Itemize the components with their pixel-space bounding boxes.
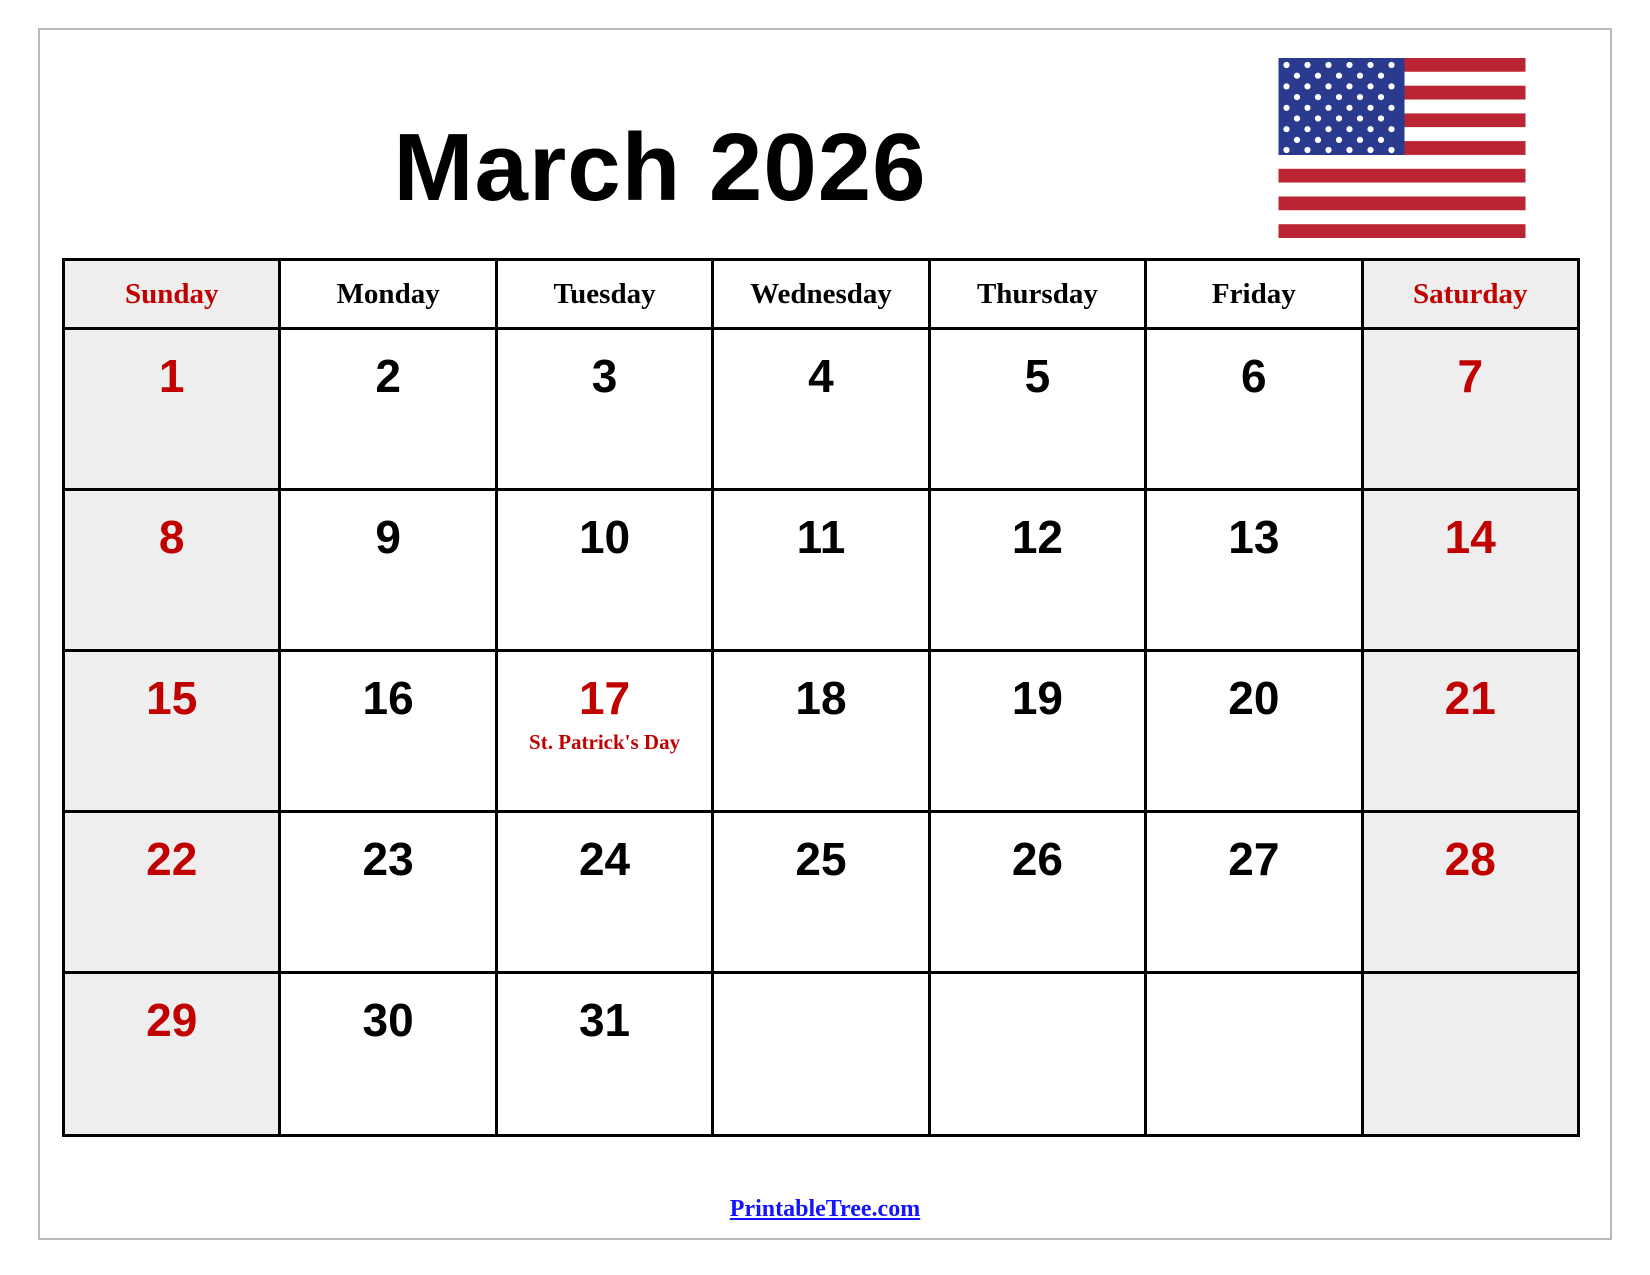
day-number: 8: [158, 511, 185, 563]
day-number: [714, 974, 927, 994]
calendar-week-row: [64, 812, 1579, 973]
day-number: 19: [1011, 672, 1063, 724]
day-cell[interactable]: [280, 812, 496, 973]
calendar-week-row: [64, 329, 1579, 490]
weekday-header-wednesday: Wednesday: [713, 260, 929, 329]
day-number: 21: [1444, 672, 1496, 724]
day-number: [1364, 974, 1577, 994]
calendar-week-row: [64, 490, 1579, 651]
day-cell[interactable]: [64, 651, 280, 812]
day-cell[interactable]: [1146, 812, 1362, 973]
calendar-grid: [62, 258, 1580, 1137]
page-title: March 2026: [393, 114, 927, 221]
calendar-week-row: [64, 973, 1579, 1136]
day-number: 1: [158, 350, 185, 402]
day-number: 14: [1444, 511, 1496, 563]
day-cell[interactable]: [496, 329, 712, 490]
weekday-header-sunday: Sunday: [64, 260, 280, 329]
day-number: 3: [591, 350, 618, 402]
day-number: 6: [1241, 350, 1267, 402]
day-number: 26: [1011, 833, 1063, 885]
footer: [0, 1196, 1650, 1223]
day-cell[interactable]: [713, 651, 929, 812]
day-cell[interactable]: [280, 490, 496, 651]
day-cell-empty[interactable]: [713, 973, 929, 1136]
footer-website-link[interactable]: PrintableTree.com: [729, 1196, 921, 1222]
day-number: 16: [362, 672, 414, 724]
day-number: 20: [1228, 672, 1280, 724]
day-number: [1147, 974, 1360, 994]
day-cell[interactable]: [1146, 651, 1362, 812]
day-cell[interactable]: [929, 651, 1145, 812]
day-number: 5: [1024, 350, 1051, 402]
day-number: 11: [796, 511, 846, 563]
weekday-header-row: [64, 260, 1579, 329]
day-cell[interactable]: [713, 812, 929, 973]
day-cell[interactable]: [64, 973, 280, 1136]
day-number: 10: [578, 511, 631, 563]
day-number: 12: [1011, 511, 1063, 563]
day-number: 13: [1228, 511, 1280, 563]
day-cell[interactable]: [280, 973, 496, 1136]
day-number: 22: [146, 833, 198, 885]
day-cell-empty[interactable]: [929, 973, 1145, 1136]
day-cell[interactable]: [1146, 490, 1362, 651]
day-cell-empty[interactable]: [1146, 973, 1362, 1136]
day-cell[interactable]: [64, 490, 280, 651]
day-number: 15: [146, 672, 198, 724]
day-cell[interactable]: [496, 490, 712, 651]
day-cell[interactable]: [713, 329, 929, 490]
day-number: 30: [362, 994, 414, 1046]
day-cell[interactable]: [1362, 812, 1578, 973]
day-number: 23: [362, 833, 414, 885]
day-cell[interactable]: [64, 329, 280, 490]
day-cell[interactable]: [1362, 490, 1578, 651]
day-number: 28: [1444, 833, 1496, 885]
weekday-header-thursday: Thursday: [929, 260, 1145, 329]
day-number: 29: [146, 994, 198, 1046]
day-cell[interactable]: [1146, 329, 1362, 490]
day-cell[interactable]: [496, 973, 712, 1136]
weekday-header-tuesday: Tuesday: [496, 260, 712, 329]
day-number: 17: [578, 672, 631, 724]
day-cell[interactable]: [929, 812, 1145, 973]
day-cell[interactable]: [713, 490, 929, 651]
calendar-header: [40, 40, 1610, 240]
day-number: 2: [375, 350, 401, 402]
day-cell[interactable]: [929, 490, 1145, 651]
day-cell[interactable]: [64, 812, 280, 973]
day-cell[interactable]: [1362, 651, 1578, 812]
weekday-header-monday: Monday: [280, 260, 496, 329]
day-number: 24: [578, 833, 631, 885]
day-number: 7: [1457, 350, 1484, 402]
day-cell[interactable]: [280, 651, 496, 812]
weekday-header-friday: Friday: [1146, 260, 1362, 329]
day-number: 9: [375, 511, 401, 563]
day-number: [931, 974, 1144, 994]
event-label: St. Patrick's Day: [529, 730, 681, 754]
day-cell[interactable]: [929, 329, 1145, 490]
calendar-week-row: [64, 651, 1579, 812]
day-cell-holiday[interactable]: [496, 651, 712, 812]
us-flag-icon: [1278, 58, 1526, 238]
day-cell[interactable]: [496, 812, 712, 973]
day-number: 25: [795, 833, 847, 885]
day-number: 18: [795, 672, 847, 724]
day-number: 4: [808, 350, 834, 402]
day-number: 27: [1228, 833, 1280, 885]
weekday-header-saturday: Saturday: [1362, 260, 1578, 329]
day-cell-empty[interactable]: [1362, 973, 1578, 1136]
day-number: 31: [578, 994, 631, 1046]
day-cell[interactable]: [1362, 329, 1578, 490]
day-cell[interactable]: [280, 329, 496, 490]
